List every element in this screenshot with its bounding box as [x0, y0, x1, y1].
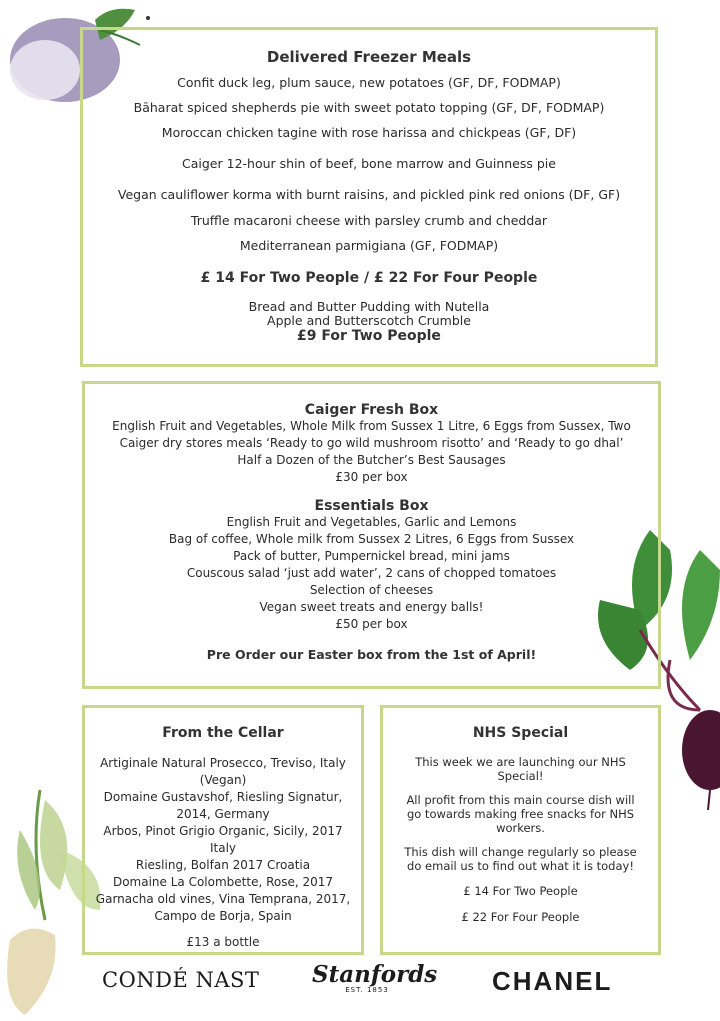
stanfords-logo: [312, 961, 438, 994]
wine-line: Garnacha old vines, Vina Temprana, 2017,: [95, 892, 351, 906]
essentials-line: Selection of cheeses: [309, 583, 434, 597]
nhs-text: go towards making free snacks for NHS: [406, 807, 635, 821]
wine-line: Riesling, Bolfan 2017 Croatia: [135, 858, 311, 872]
dessert-item: Apple and Butterscotch Crumble: [267, 313, 471, 328]
easter-preorder: Pre Order our Easter box from the 1st of April!: [206, 647, 537, 662]
essentials-line: Vegan sweet treats and energy balls!: [259, 600, 484, 614]
essentials-line: Couscous salad ‘just add water’, 2 cans of chopped tomatoes: [186, 566, 557, 580]
nhs-text: This week we are launching our NHS: [415, 755, 626, 769]
nhs-text: All profit from this main course dish will: [406, 793, 635, 807]
cellar-price: £13 a bottle: [186, 935, 260, 949]
nhs-price-four: £ 22 For Four People: [461, 910, 580, 924]
nhs-text: Special!: [497, 769, 544, 783]
nhs-text: This dish will change regularly so please: [404, 845, 637, 859]
freezer-item: Truffle macaroni cheese with parsley crumb and cheddar: [190, 213, 548, 228]
essentials-line: English Fruit and Vegetables, Garlic and Lemons: [226, 515, 517, 529]
nhs-text: do email us to find out what it is today!: [407, 859, 634, 873]
essentials-box-title: Essentials Box: [314, 498, 429, 514]
wine-line: (Vegan): [199, 773, 247, 787]
grocery-boxes-box: [82, 381, 661, 689]
freezer-item: Mediterranean parmigiana (GF, FODMAP): [239, 238, 499, 253]
essentials-line: Bag of coffee, Whole milk from Sussex 2 Litres, 6 Eggs from Sussex: [168, 532, 575, 546]
essentials-line: Pack of butter, Pumpernickel bread, mini jams: [233, 549, 510, 563]
wine-line: Arbos, Pinot Grigio Organic, Sicily, 2017: [103, 824, 343, 838]
fresh-box-price: £30 per box: [335, 470, 408, 484]
freezer-item: Bāharat spiced shepherds pie with sweet potato topping (GF, DF, FODMAP): [133, 100, 605, 115]
wine-line: 2014, Germany: [176, 807, 270, 821]
wine-line: Campo de Borja, Spain: [154, 909, 292, 923]
freezer-item: Moroccan chicken tagine with rose harissa and chickpeas (GF, DF): [161, 125, 577, 140]
chanel-logo: CHANEL: [492, 966, 613, 996]
stanfords-wordmark: Stanfords: [312, 961, 438, 988]
cellar-box: [82, 705, 364, 955]
freezer-item: Confit duck leg, plum sauce, new potatoes (GF, DF, FODMAP): [177, 75, 561, 90]
dessert-price: £9 For Two People: [297, 328, 441, 344]
wine-line: Artiginale Natural Prosecco, Treviso, Italy: [100, 756, 346, 770]
dessert-item: Bread and Butter Pudding with Nutella: [248, 299, 490, 314]
fresh-box-line: Caiger dry stores meals ‘Ready to go wild mushroom risotto’ and ‘Ready to go dhal’: [119, 436, 624, 450]
conde-nast-logo: CONDÉ NAST: [102, 968, 260, 992]
fresh-box-line: Half a Dozen of the Butcher’s Best Sausages: [237, 453, 506, 467]
wine-line: Italy: [209, 841, 237, 855]
freezer-title: Delivered Freezer Meals: [266, 48, 472, 66]
fresh-box-title: Caiger Fresh Box: [304, 402, 439, 418]
freezer-item: Vegan cauliflower korma with burnt raisins, and pickled pink red onions (DF, GF): [117, 187, 621, 202]
freezer-meals-box: [80, 27, 658, 367]
freezer-price: £ 14 For Two People / £ 22 For Four People: [200, 270, 538, 286]
cellar-title: From the Cellar: [162, 725, 284, 741]
nhs-special-box: [380, 705, 661, 955]
nhs-price-two: £ 14 For Two People: [463, 884, 578, 898]
wine-line: Domaine La Colombette, Rose, 2017: [112, 875, 334, 889]
freezer-item: Caiger 12-hour shin of beef, bone marrow and Guinness pie: [182, 156, 556, 171]
stanfords-est: EST. 1853: [345, 986, 389, 994]
wine-line: Domaine Gustavshof, Riesling Signatur,: [103, 790, 343, 804]
fresh-box-line: English Fruit and Vegetables, Whole Milk from Sussex 1 Litre, 6 Eggs from Sussex, Two: [112, 419, 631, 433]
essentials-price: £50 per box: [335, 617, 408, 631]
nhs-title: NHS Special: [472, 725, 569, 741]
nhs-text: workers.: [496, 821, 545, 835]
